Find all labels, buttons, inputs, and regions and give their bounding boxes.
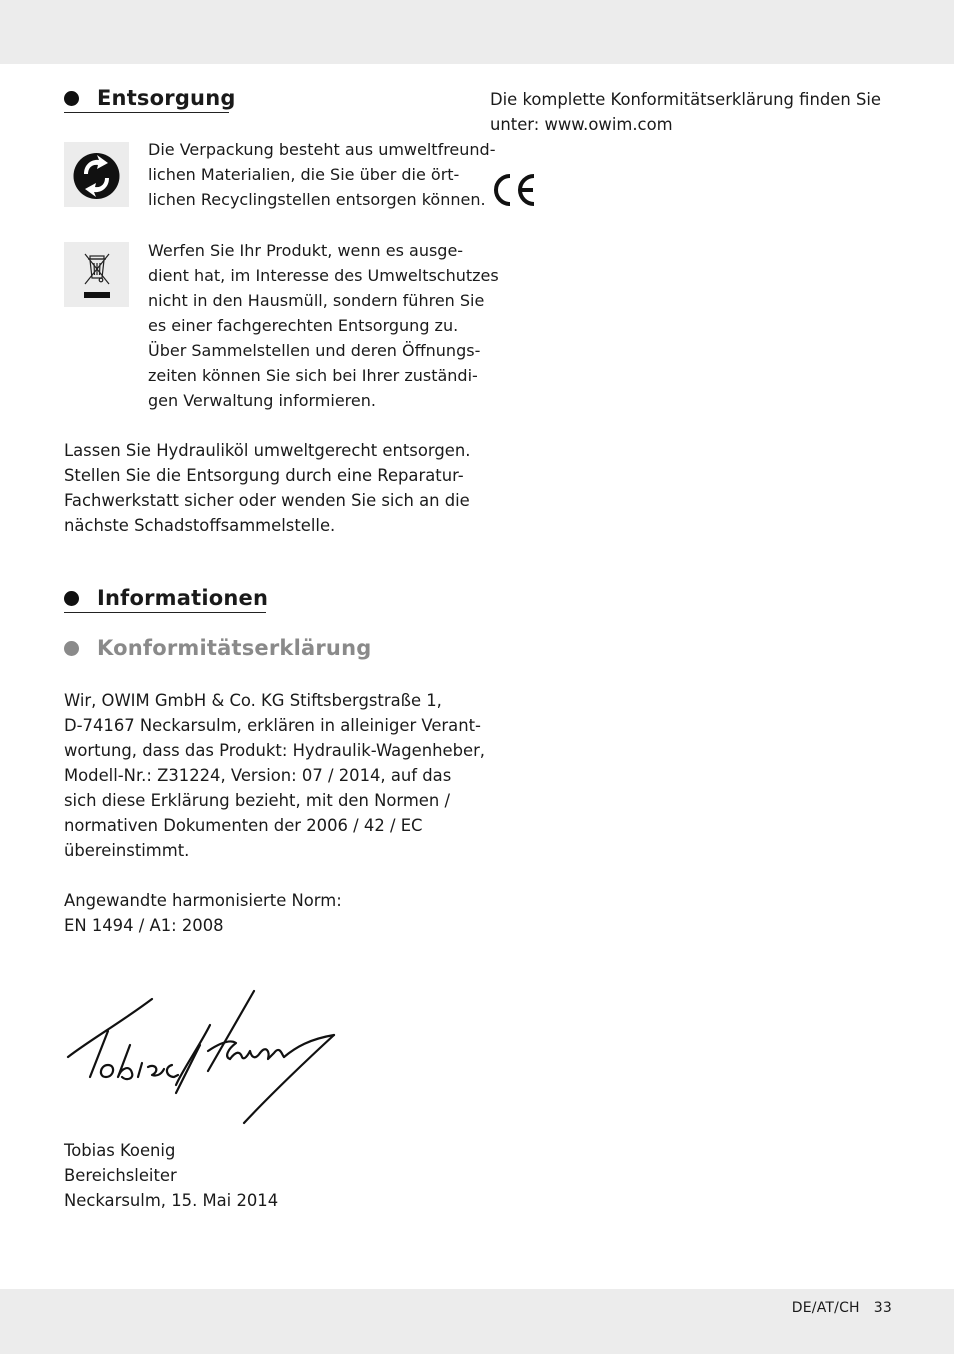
bullet-icon	[64, 91, 79, 106]
weee-paragraph: Werfen Sie Ihr Produkt, wenn es ausge- dient hat, im Interesse des Umweltschutzes nicht in den Hausmüll, sondern führen Sie es einer fachgerechten Entsorgung zu. Über Sammelstellen und deren Öffnungs- zeiten können Sie sich bei Ihrer zuständi- gen Verwaltung informieren.	[148, 241, 499, 410]
weee-icon-box	[64, 242, 129, 307]
full-declaration-paragraph: Die komplette Konformitätserklärung finden Sie unter: www.owim.com	[490, 90, 881, 134]
signatory-place-date: Neckarsulm, 15. Mai 2014	[64, 1191, 279, 1210]
ce-mark-icon	[490, 172, 538, 208]
section-title: Informationen	[97, 586, 269, 610]
footer-region: DE/AT/CH	[791, 1300, 860, 1316]
page-number: 33	[873, 1300, 892, 1316]
section-title: Konformitätserklärung	[97, 636, 372, 660]
bullet-icon	[64, 641, 79, 656]
crossed-out-wheelie-bin-icon	[64, 242, 129, 307]
handwritten-signature	[60, 985, 360, 1135]
recycling-icon-box	[64, 142, 129, 207]
signatory-title: Bereichsleiter	[64, 1166, 177, 1185]
top-band	[0, 0, 954, 64]
signatory-block	[64, 1138, 278, 1213]
signatory-name: Tobias Koenig	[64, 1141, 176, 1160]
green-dot-recycling-icon	[64, 142, 129, 207]
bottom-band	[0, 1289, 954, 1354]
section-title: Entsorgung	[97, 86, 236, 110]
declaration-paragraph: Wir, OWIM GmbH & Co. KG Stiftsbergstraße 1, D-74167 Neckarsulm, erklären in alleiniger Verant- wortung, dass das Produkt: Hydraulik-Wagenheber, Modell-Nr.: Z31224, Version: 07 / 2014, auf das sich diese Erklärung bezieht, mit den Normen / normativen Dokumenten der 2006 / 42 / EC übereinstimmt.	[64, 691, 486, 860]
applied-norm-paragraph: Angewandte harmonisierte Norm: EN 1494 / A1: 2008	[64, 891, 342, 935]
heading-konformitaetserklaerung	[64, 636, 371, 660]
heading-entsorgung	[64, 86, 236, 113]
bullet-icon	[64, 591, 79, 606]
recycling-paragraph: Die Verpackung besteht aus umweltfreund- lichen Materialien, die Sie über die ört- lichen Recyclingstellen entsorgen können.	[148, 140, 496, 209]
hydraulic-oil-paragraph: Lassen Sie Hydrauliköl umweltgerecht entsorgen. Stellen Sie die Entsorgung durch eine Reparatur- Fachwerkstatt sicher oder wenden Sie sich an die nächste Schadstoffsammelstelle.	[64, 441, 471, 535]
page-footer	[792, 1300, 892, 1316]
heading-informationen	[64, 586, 269, 613]
